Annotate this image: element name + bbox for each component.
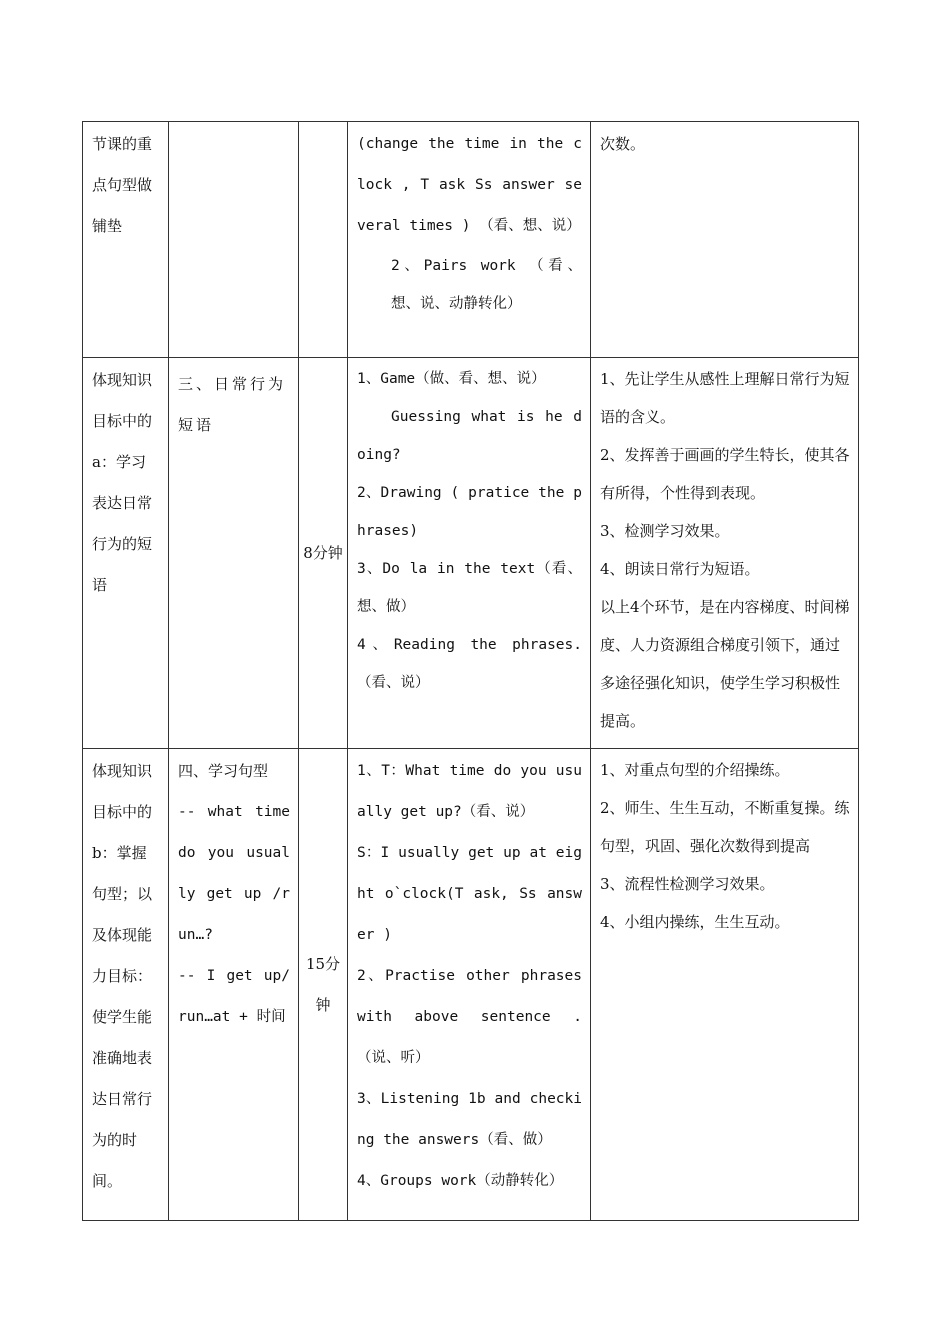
activity-line: 1、T：What time do you usually get up?（看、说） — [357, 763, 582, 820]
note-line: 4、朗读日常行为短语。 — [600, 560, 760, 578]
note-line: 1、先让学生从感性上理解日常行为短语的含义。 — [600, 370, 850, 426]
note-line: 2、师生、生生互动，不断重复操。练句型，巩固、强化次数得到提高 — [600, 799, 850, 855]
activity-line: (change the time in the clock , T ask Ss answer several times ) （看、想、说） — [357, 136, 582, 234]
time-cell — [299, 122, 348, 358]
note-line: 1、对重点句型的介绍操练。 — [600, 761, 790, 779]
content-cell — [169, 122, 299, 358]
note-line: 以上4个环节，是在内容梯度、时间梯度、人力资源组合梯度引领下，通过多途径强化知识，使学生学习积极性提高。 — [600, 598, 850, 730]
goal-cell — [83, 358, 169, 749]
table-row — [83, 358, 859, 749]
time-cell — [299, 749, 348, 1221]
activity-line: S：I usually get up at eight o`clock(T ask, Ss answer ) — [357, 845, 582, 943]
goal-cell — [83, 749, 169, 1221]
time-text: 15分钟 — [305, 954, 341, 1014]
note-line: 3、检测学习效果。 — [600, 522, 730, 540]
note-line: 3、流程性检测学习效果。 — [600, 875, 775, 893]
table-row — [83, 122, 859, 358]
activity-line: 4、Reading the phrases.（看、说） — [357, 637, 582, 691]
goal-text: 体现知识目标中的b：掌握句型；以及体现能力目标：使学生能准确地表达日常行为的时间。 — [92, 762, 153, 1190]
notes-cell — [591, 122, 859, 358]
activity-line: 2、Pairs work （看、想、说、动静转化） — [391, 258, 582, 312]
time-text: 8分钟 — [303, 543, 343, 562]
notes-cell — [591, 358, 859, 749]
activity-line: 4、Groups work（动静转化） — [357, 1173, 564, 1189]
content-line: 四、学习句型 — [178, 762, 269, 780]
goal-text: 体现知识目标中的a：学习表达日常行为的短语 — [92, 371, 153, 594]
notes-cell — [591, 749, 859, 1221]
table-row — [83, 749, 859, 1221]
note-line: 2、发挥善于画画的学生特长，使其各有所得，个性得到表现。 — [600, 446, 850, 502]
activity-line: 1、Game（做、看、想、说） — [357, 371, 546, 387]
content-text: 三、日常行为短语 — [178, 375, 287, 434]
activity-line: Guessing what is he doing? — [357, 409, 582, 463]
goal-cell — [83, 122, 169, 358]
time-cell — [299, 358, 348, 749]
activities-cell — [348, 122, 591, 358]
goal-text: 节课的重点句型做铺垫 — [92, 135, 153, 235]
content-line: -- what time do you usually get up /run…? — [178, 804, 290, 943]
note-line: 4、小组内操练，生生互动。 — [600, 913, 790, 931]
activity-line: 2、Practise other phrases with above sentence .（说、听） — [357, 968, 582, 1066]
note-line: 次数。 — [600, 135, 646, 153]
lesson-plan-table — [82, 121, 859, 1221]
content-line: -- I get up/run…at + 时间 — [178, 968, 290, 1025]
content-cell — [169, 358, 299, 749]
activity-line: 3、Do la in the text（看、想、做） — [357, 561, 582, 615]
activity-line: 3、Listening 1b and checking the answers（看、做） — [357, 1091, 582, 1148]
activities-cell — [348, 358, 591, 749]
content-cell — [169, 749, 299, 1221]
activities-cell — [348, 749, 591, 1221]
activity-line: 2、Drawing ( pratice the phrases) — [357, 485, 582, 539]
